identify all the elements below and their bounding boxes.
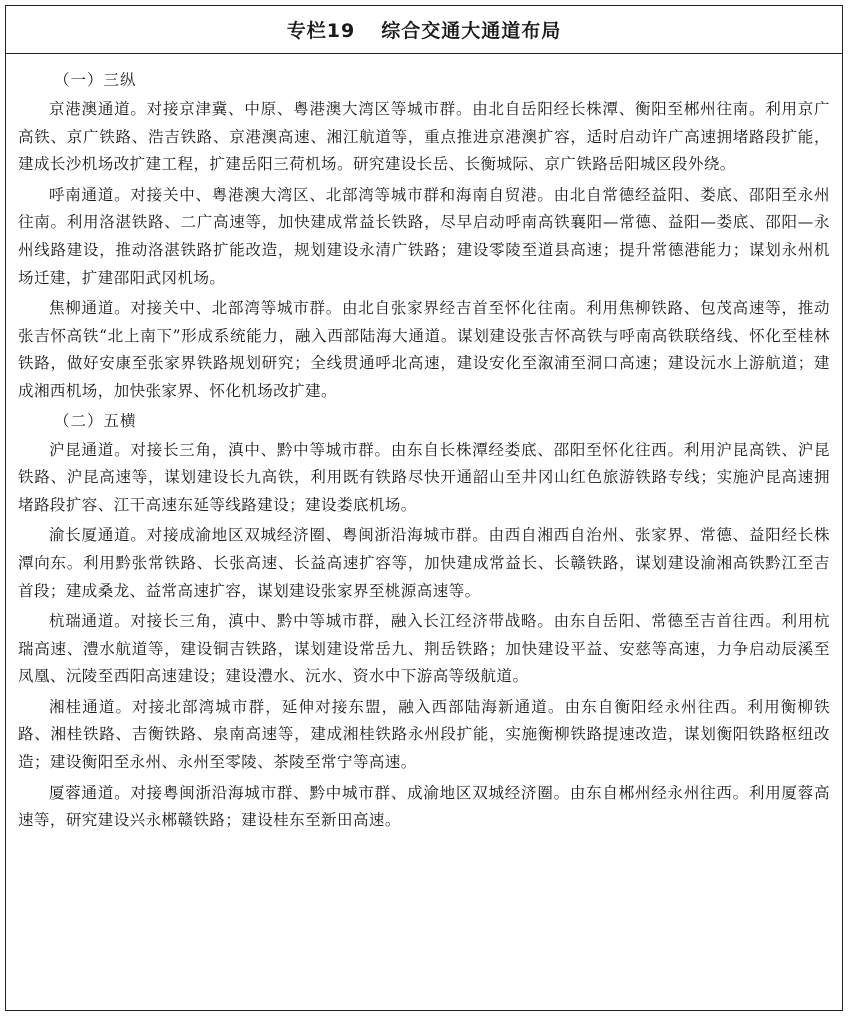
corridor-description: 对接关中、粤港澳大湾区、北部湾等城市群和海南自贸港。由北自常德经益阳、娄底、邵阳至永州往南。利用洛湛铁路、二广高速等，加快建成常益长铁路，尽早启动呼南高铁襄阳—常德、益阳—娄底、邵阳—永州线路建设，推动洛湛铁路扩能改造，规划建设永清广铁路；建设零陵至道县高速；提升常德港能力；谋划永州机场迁建，扩建邵阳武冈机场。 — [18, 185, 830, 287]
corridor-description: 对接长三角，滇中、黔中等城市群。由东自长株潭经娄底、邵阳至怀化往西。利用沪昆高铁、沪昆铁路、沪昆高速等，谋划建设长九高铁，利用既有铁路尽快开通韶山至井冈山红色旅游铁路专线；实施沪昆高速拥堵路段扩容、江干高速东延等线路建设；建设娄底机场。 — [18, 440, 830, 514]
corridor-description: 对接关中、北部湾等城市群。由北自张家界经吉首至怀化往南。利用焦柳铁路、包茂高速等，推动张吉怀高铁“北上南下”形成系统能力，融入西部陆海大通道。谋划建设张吉怀高铁与呼南高铁联络线、怀化至桂林铁路，做好安康至张家界铁路规划研究；全线贯通呼北高速，建设安化至溆浦至洞口高速；建设沅水上游航道；建成湘西机场，加快张家界、怀化机场改扩建。 — [18, 299, 830, 400]
feature-box — [5, 5, 843, 1011]
corridor-description: 对接粤闽浙沿海城市群、黔中城市群、成渝地区双城经济圈。由东自郴州经永州往西。利用厦蓉高速等，研究建设兴永郴赣铁路；建设桂东至新田高速。 — [18, 783, 830, 830]
section-heading-five-horizontal: （二）五横 — [54, 411, 137, 430]
paragraph-yuchangxia — [18, 522, 830, 605]
section-heading-three-vertical: （一）三纵 — [54, 71, 137, 89]
corridor-description: 对接成渝地区双城经济圈、粤闽浙沿海城市群。由西自湘西自治州、张家界、常德、益阳经长株潭向东。利用黔张常铁路、长张高速、长益高速扩容等，加快建成常益长、长赣铁路，谋划建设渝湘高铁黔江至吉首段；建成桑龙、益常高速扩容，谋划建设张家界至桃源高速等。 — [18, 526, 831, 600]
corridor-name: 厦蓉通道。 — [49, 783, 131, 802]
paragraph-jiaoliu — [18, 295, 830, 405]
corridor-name: 湘桂通道。 — [49, 697, 133, 716]
paragraph-hukun — [18, 437, 830, 520]
corridor-name: 渝长厦通道。 — [49, 526, 147, 545]
paragraph-hangrui — [18, 608, 830, 691]
box-title-text: 综合交通大通道布局 — [381, 20, 562, 42]
corridor-name: 呼南通道。 — [49, 185, 131, 204]
corridor-name: 沪昆通道。 — [49, 440, 131, 459]
paragraph-hunan — [18, 182, 830, 292]
paragraph-xianggui — [18, 694, 830, 777]
box-title — [6, 6, 842, 54]
corridor-description: 对接长三角，滇中、黔中等城市群，融入长江经济带战略。由东自岳阳、常德至吉首往西。利用杭瑞高速、澧水航道等，建设铜吉铁路，谋划建设常岳九、荆岳铁路；加快建设平益、安慈等高速，力争启动辰溪至凤凰、沅陵至西阳高速建设；建设澧水、沅水、资水中下游高等级航道。 — [18, 612, 830, 686]
corridor-name: 杭瑞通道。 — [49, 612, 131, 631]
corridor-name: 焦柳通道。 — [49, 299, 131, 318]
corridor-name: 京港澳通道。 — [49, 100, 147, 118]
paragraph-jinggangao — [18, 96, 830, 179]
box-content — [6, 54, 842, 835]
paragraph-xiarong — [18, 780, 830, 835]
corridor-description: 对接北部湾城市群，延伸对接东盟，融入西部陆海新通道。由东自衡阳经永州往西。利用衡柳铁路、湘桂铁路、吉衡铁路、泉南高速等，建成湘桂铁路永州段扩能，实施衡柳铁路提速改造，谋划衡阳铁路枢纽改造；建设衡阳至永州、永州至零陵、茶陵至常宁等高速。 — [18, 697, 830, 772]
corridor-description: 对接京津冀、中原、粤港澳大湾区等城市群。由北自岳阳经长株潭、衡阳至郴州往南。利用京广高铁、京广铁路、浩吉铁路、京港澳高速、湘江航道等，重点推进京港澳扩容，适时启动许广高速拥堵路段扩能，建成长沙机场改扩建工程，扩建岳阳三荷机场。研究建设长岳、长衡城际、京广铁路岳阳城区段外绕。 — [18, 100, 831, 174]
box-title-number: 专栏19 — [286, 20, 356, 42]
